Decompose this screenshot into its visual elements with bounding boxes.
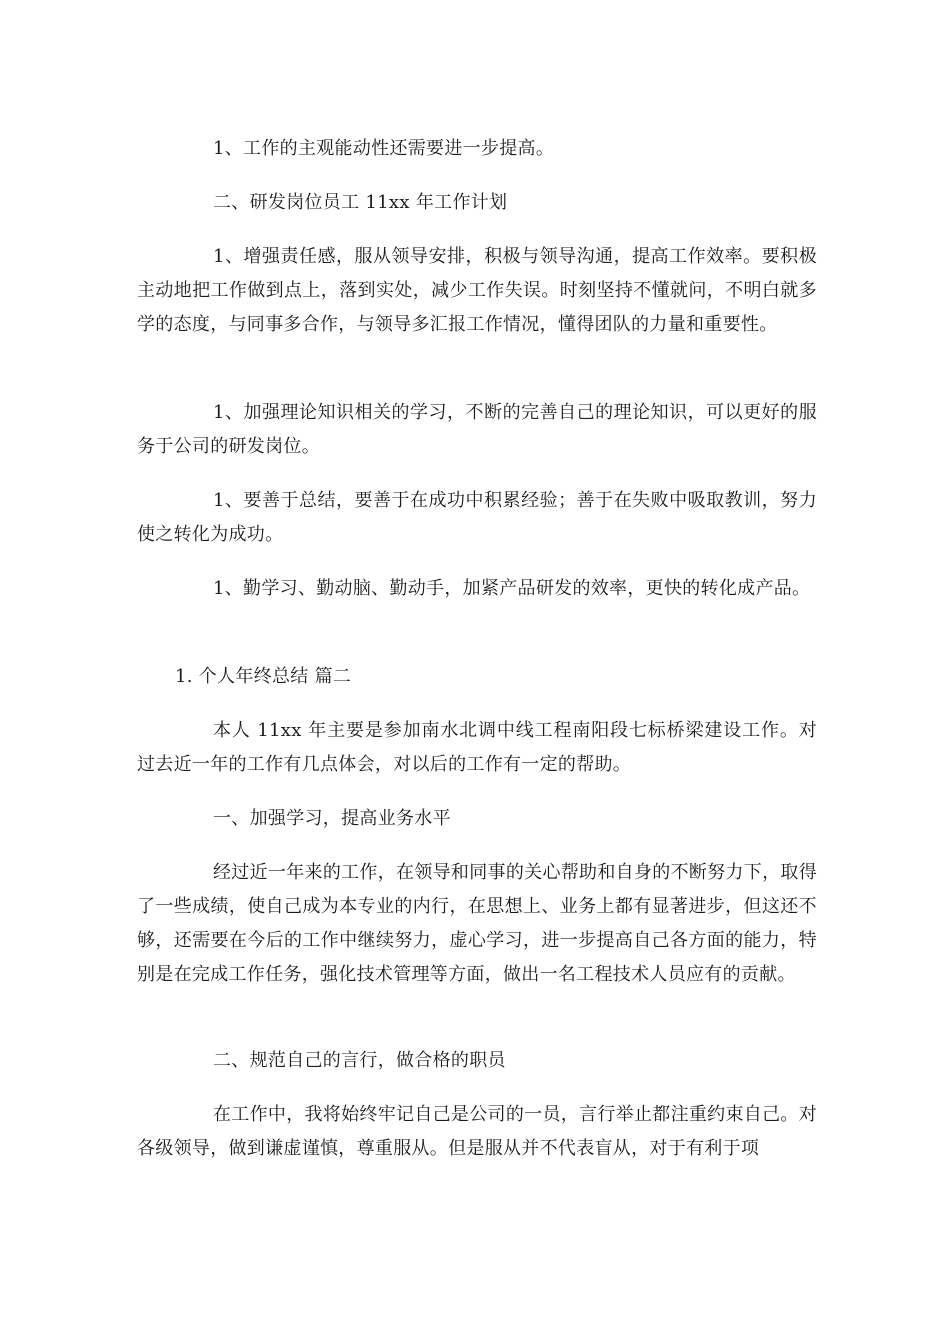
paragraph-theory-learning: 1、加强理论知识相关的学习，不断的完善自己的理论知识，可以更好的服务于公司的研发岗位。 <box>137 402 817 457</box>
paragraph-responsibility: 1、增强责任感，服从领导安排，积极与领导沟通，提高工作效率。要积极主动地把工作做到点上，落到实处，减少工作失误。时刻坚持不懂就问，不明白就多学的态度，与同事多合作，与领导多汇报工作情况，懂得团队的力量和重要性。 <box>137 246 817 335</box>
section-heading-conduct: 二、规范自己的言行，做合格的职员 <box>213 1050 506 1071</box>
section-title-summary-part-two: 1. 个人年终总结 篇二 <box>175 666 352 687</box>
paragraph-achievements: 经过近一年来的工作，在领导和同事的关心帮助和自身的不断努力下，取得了一些成绩，使自己成为本专业的内行，在思想上、业务上都有显著进步，但这还不够，还需要在今后的工作中继续努力，虚心学习，进一步提高自己各方面的能力，特别是在完成工作任务，强化技术管理等方面，做出一名工程技术人员应有的贡献。 <box>137 862 817 985</box>
section-heading-learning: 一、加强学习，提高业务水平 <box>213 808 451 829</box>
paragraph-diligence: 1、勤学习、勤动脑、勤动手，加紧产品研发的效率，更快的转化成产品。 <box>213 578 811 599</box>
paragraph-intro-bridge-project: 本人 11xx 年主要是参加南水北调中线工程南阳段七标桥梁建设工作。对过去近一年的工作有几点体会，对以后的工作有一定的帮助。 <box>137 720 817 775</box>
section-heading-work-plan: 二、研发岗位员工 11xx 年工作计划 <box>213 192 508 213</box>
paragraph-summarize: 1、要善于总结，要善于在成功中积累经验；善于在失败中吸取教训，努力使之转化为成功。 <box>137 490 817 545</box>
paragraph-improve-initiative: 1、工作的主观能动性还需要进一步提高。 <box>213 138 555 159</box>
paragraph-work-attitude: 在工作中，我将始终牢记自己是公司的一员，言行举止都注重约束自己。对各级领导，做到谦虚谨慎，尊重服从。但是服从并不代表盲从，对于有利于项 <box>137 1104 817 1159</box>
